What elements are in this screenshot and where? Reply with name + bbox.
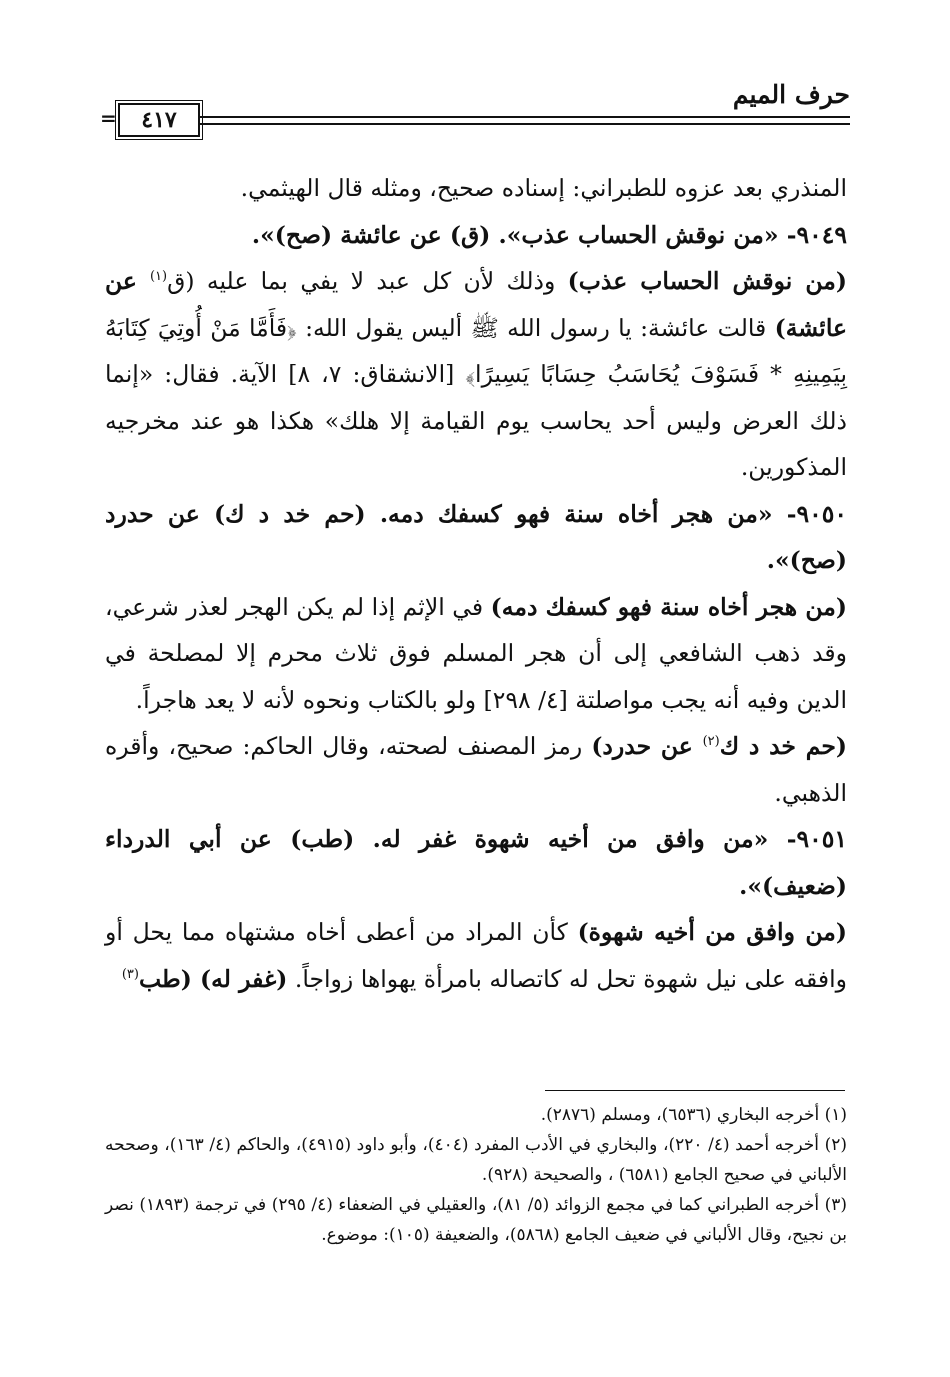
footnote-ref-3: (٣) [121, 966, 139, 982]
footnote-separator [545, 1090, 845, 1091]
header-rule-top [198, 116, 850, 118]
commentary-text: كأن المراد من أعطى أخاه مشتهاه مما يحل أو وافقه على نيل شهوة تحل له كاتصاله بامرأة يهواها زواجاً. [105, 918, 847, 993]
commentary-text: رمز المصنف لصحته، وقال الحاكم: صحيح، وأقره الذهبي. [105, 732, 847, 807]
page-number-dash: = [100, 106, 117, 130]
commentary-quote: (من نوقش الحساب عذب) [567, 267, 847, 295]
footnote-1: (١) أخرجه البخاري (٦٥٣٦)، ومسلم (٢٨٧٦). [540, 1105, 847, 1125]
commentary-text: قالت عائشة: يا رسول الله ﷺ أليس يقول الله: ﴿فَأَمَّا مَنْ أُوتِيَ كِتَابَهُ بِيَمِينِهِ * فَسَوْفَ يُحَاسَبُ حِسَابًا يَسِيرًا﴾ [الانشقاق: ٧، ٨] الآية. فقال: «إنما ذلك العرض وليس أحد يحاسب يوم القيامة إلا هلك» هكذا هو عند مخرجيه المذكورين. [105, 313, 848, 481]
chapter-title: حرف الميم [732, 80, 850, 109]
footnote-3: (٣) أخرجه الطبراني كما في مجمع الزوائد (٥/ ٨١)، والعقيلي في الضعفاء (٤/ ٢٩٥) في ترجمة (١٨٩٣) نصر بن نجيح، وقال الألباني في ضعيف الجامع (٥٨٦٨)، والضعيفة (١٠٥): موضوع. [105, 1195, 848, 1245]
page-header [100, 62, 850, 152]
footnote-ref-2: (٢) [702, 734, 720, 750]
hadith-9050-source [105, 723, 847, 816]
footnotes [105, 1100, 847, 1250]
commentary-source: عن حدرد) [591, 732, 703, 760]
main-text [105, 165, 847, 1002]
commentary-text: وذلك لأن كل عبد لا يفي بما عليه (ق [167, 267, 568, 295]
footnote-ref-1: (١) [149, 269, 168, 285]
commentary-quote: (من وافق من أخيه شهوة) [577, 918, 847, 946]
hadith-9050-commentary [105, 584, 847, 724]
hadith-9051-commentary [105, 909, 847, 1002]
commentary-source: (غفر له) (طب [138, 964, 288, 993]
commentary-source: عن عائشة) [105, 267, 847, 342]
commentary-text: في الإثم إذا لم يكن الهجر لعذر شرعي، وقد ذهب الشافعي إلى أن هجر المسلم فوق ثلاث محرم إلا لمصلحة في الدين وفيه أنه يجب مواصلتة [٤/ ٢٩٨] ولو بالكتاب ونحوه لأنه لا يعد هاجراً. [105, 592, 847, 714]
paragraph-continuation: المنذري بعد عزوه للطبراني: إسناده صحيح، ومثله قال الهيثمي. [240, 174, 847, 202]
commentary-source: (حم خد د ك [719, 732, 847, 760]
hadith-9049-commentary [105, 258, 847, 491]
commentary-quote: (من هجر أخاه سنة فهو كسفك دمه) [490, 592, 847, 621]
header-rule-bottom [198, 123, 850, 125]
hadith-9051-heading: ٩٠٥١- «من وافق من أخيه شهوة غفر له. (طب) عن أبي الدرداء (ضعيف)». [105, 825, 847, 900]
hadith-9049-heading: ٩٠٤٩- «من نوقش الحساب عذب». (ق) عن عائشة (صح)». [251, 220, 847, 249]
hadith-9050-heading: ٩٠٥٠- «من هجر أخاه سنة فهو كسفك دمه. (حم خد د ك) عن حدرد (صح)». [105, 499, 847, 574]
footnote-2: (٢) أخرجه أحمد (٤/ ٢٢٠)، والبخاري في الأدب المفرد (٤٠٤)، وأبو داود (٤٩١٥)، والحاكم (٤/ ١٦٣)، وصححه الألباني في صحيح الجامع (٦٥٨١) ، والصحيحة (٩٢٨). [105, 1135, 847, 1185]
page-number: ٤١٧ [118, 103, 200, 137]
